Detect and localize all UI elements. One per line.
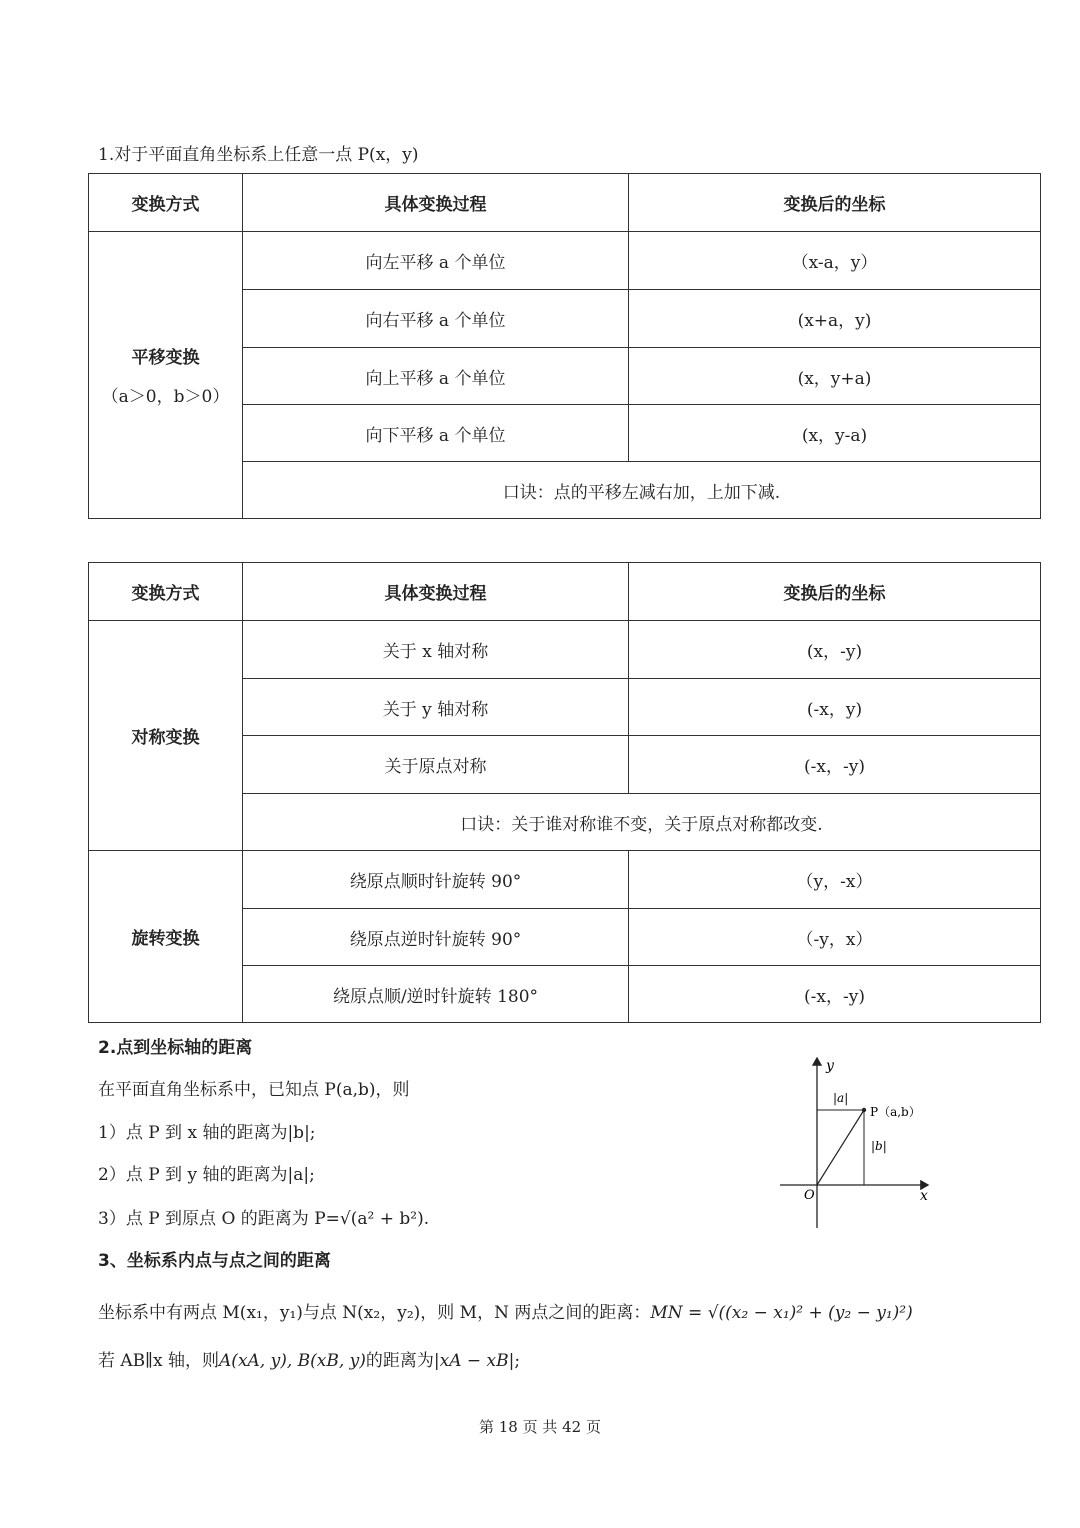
table-cell-process: 向上平移 a 个单位 <box>243 348 629 405</box>
two-point-distance-formula: MN = √((x₂ − x₁)² + (y₂ − y₁)²) <box>650 1303 913 1323</box>
table-cell-process: 绕原点顺/逆时针旋转 180° <box>243 966 629 1023</box>
table-cell-result: （y，-x） <box>629 851 1041 909</box>
rotation-category: 旋转变换 <box>131 929 200 949</box>
section2-line1: 1）点 P 到 x 轴的距离为|b|; <box>98 1123 316 1143</box>
section1-intro: 1.对于平面直角坐标系上任意一点 P(x，y) <box>98 145 419 165</box>
point-p-label: P（a,b） <box>870 1105 921 1119</box>
coordinate-diagram <box>770 1050 940 1235</box>
table-cell-process: 关于 x 轴对称 <box>243 621 629 679</box>
translation-table <box>88 173 1041 519</box>
translation-category-cell <box>89 232 243 519</box>
header-result: 变换后的坐标 <box>629 174 1041 232</box>
section3-line2-text: 若 AB∥x 轴，则 <box>98 1351 220 1371</box>
translation-condition: （a＞0，b＞0） <box>101 387 230 407</box>
points-ab-formula: A(xA, y), B(xB, y) <box>219 1351 366 1371</box>
section3-title: 3、坐标系内点与点之间的距离 <box>98 1251 331 1271</box>
y-axis-label: y <box>826 1058 834 1074</box>
section2-line3-prefix: 3）点 P 到原点 O 的距离为 P= <box>98 1209 340 1229</box>
symmetry-mnemonic: 口诀：关于谁对称谁不变，关于原点对称都改变. <box>243 794 1041 851</box>
table-cell-result: (-x，-y) <box>629 736 1041 794</box>
table-cell-process: 关于 y 轴对称 <box>243 679 629 736</box>
table-cell-result: (x+a，y) <box>629 290 1041 348</box>
table-cell-result: (-x，-y) <box>629 966 1041 1023</box>
table-cell-process: 关于原点对称 <box>243 736 629 794</box>
point-p <box>862 1108 866 1112</box>
table-cell-result: (-x，y) <box>629 679 1041 736</box>
symmetry-category: 对称变换 <box>131 728 200 748</box>
section2-line3-suffix: . <box>423 1209 430 1229</box>
a-label: |a| <box>833 1091 849 1105</box>
translation-mnemonic: 口诀：点的平移左减右加，上加下减. <box>243 462 1041 519</box>
rotation-category-cell <box>89 851 243 1023</box>
section3-line2-mid: 的距离为 <box>365 1351 434 1371</box>
section2-line3 <box>98 1204 429 1229</box>
table-cell-process: 绕原点逆时针旋转 90° <box>243 909 629 966</box>
section3-line2-end: ; <box>514 1351 521 1371</box>
section3-line2 <box>98 1346 520 1371</box>
section3-line1-text: 坐标系中有两点 M(x₁，y₁)与点 N(x₂，y₂)，则 M，N 两点之间的距离： <box>98 1303 651 1323</box>
table-cell-process: 向右平移 a 个单位 <box>243 290 629 348</box>
header-method: 变换方式 <box>89 563 243 621</box>
table-cell-result: （-y，x） <box>629 909 1041 966</box>
symmetry-rotation-table <box>88 562 1041 1023</box>
origin-distance-formula: √(a² + b²) <box>339 1209 424 1229</box>
table-cell-process: 向左平移 a 个单位 <box>243 232 629 290</box>
header-process: 具体变换过程 <box>243 174 629 232</box>
header-process: 具体变换过程 <box>243 563 629 621</box>
header-result: 变换后的坐标 <box>629 563 1041 621</box>
section2-line2: 2）点 P 到 y 轴的距离为|a|; <box>98 1165 315 1185</box>
section2-title: 2.点到坐标轴的距离 <box>98 1038 253 1058</box>
segment-op <box>817 1110 864 1185</box>
section3-line1 <box>98 1298 913 1323</box>
ab-distance-formula: |xA − xB| <box>433 1351 515 1371</box>
header-method: 变换方式 <box>89 174 243 232</box>
table-cell-result: （x-a，y） <box>629 232 1041 290</box>
table-cell-process: 向下平移 a 个单位 <box>243 405 629 462</box>
translation-category: 平移变换 <box>131 348 200 368</box>
table-cell-process: 绕原点顺时针旋转 90° <box>243 851 629 909</box>
symmetry-category-cell <box>89 621 243 851</box>
table-cell-result: (x，y-a) <box>629 405 1041 462</box>
page-footer: 第 18 页 共 42 页 <box>478 1418 601 1436</box>
section2-intro: 在平面直角坐标系中，已知点 P(a,b)，则 <box>98 1080 410 1100</box>
b-label: |b| <box>871 1139 887 1153</box>
table-cell-result: (x，y+a) <box>629 348 1041 405</box>
origin-label: O <box>804 1188 815 1203</box>
x-axis-label: x <box>920 1188 928 1204</box>
table-cell-result: (x，-y) <box>629 621 1041 679</box>
